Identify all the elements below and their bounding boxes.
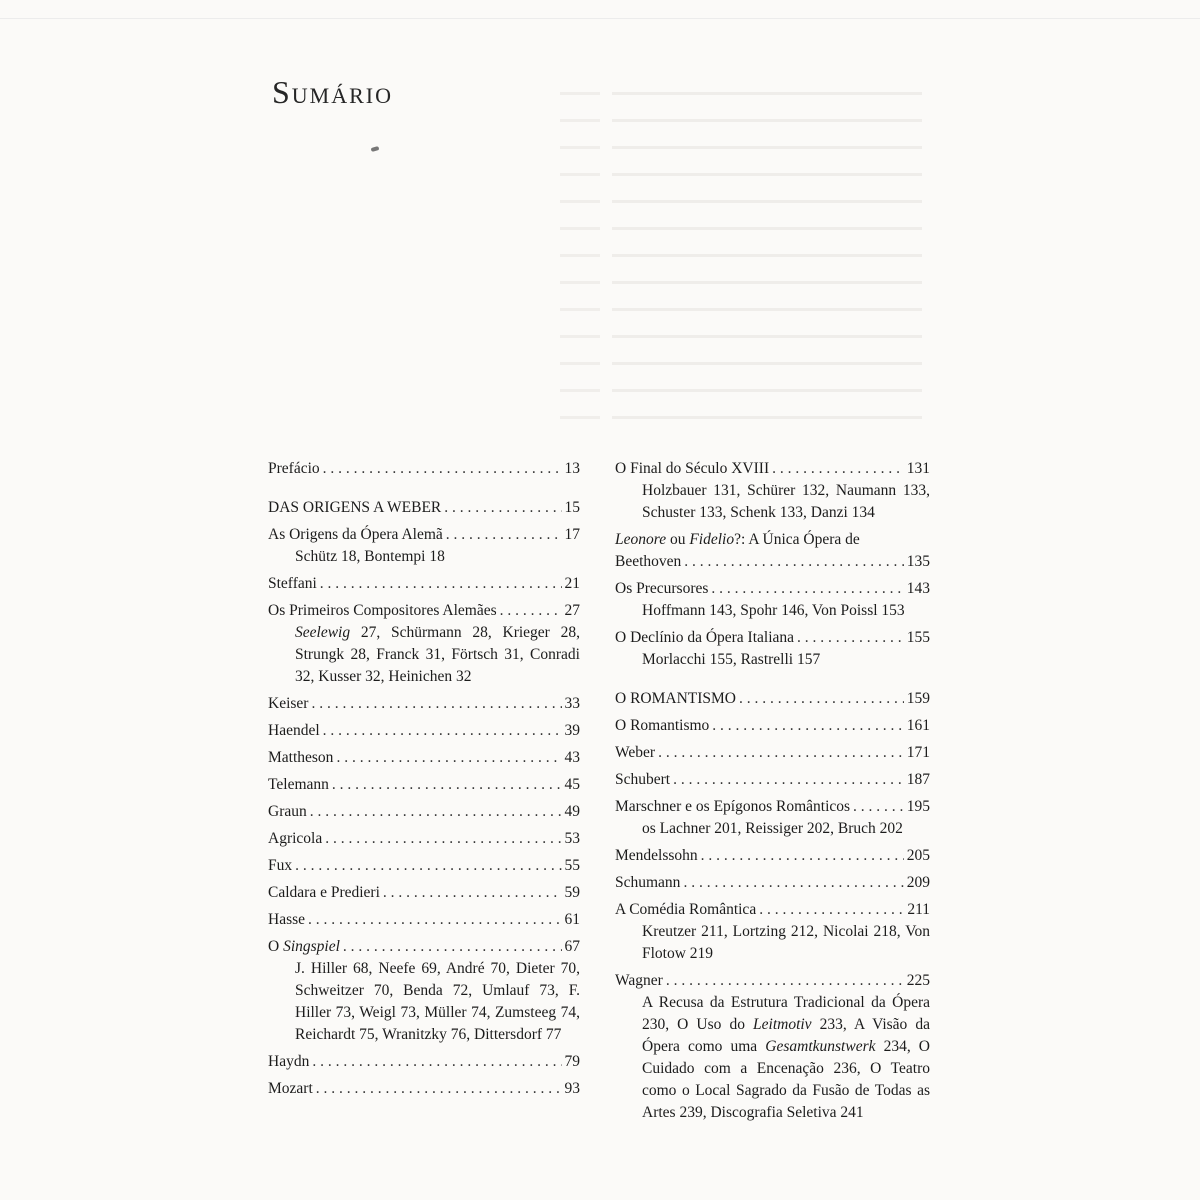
- toc-entry: [268, 600, 580, 688]
- toc-entry-line: [268, 855, 580, 877]
- dot-leader: [332, 774, 562, 796]
- toc-right-column: [615, 458, 930, 1129]
- toc-page-number: 135: [906, 553, 930, 570]
- toc-entry-line: [268, 458, 580, 480]
- toc-entry: [268, 693, 580, 715]
- toc-entry: [268, 882, 580, 904]
- toc-subentries: Morlacchi 155, Rastrelli 157: [642, 651, 821, 668]
- toc-page-number: 39: [564, 722, 580, 739]
- toc-entry-line: [268, 573, 580, 595]
- toc-page-number: 61: [564, 911, 580, 928]
- toc-entry-title: Graun: [268, 803, 307, 820]
- toc-entry: [615, 529, 930, 573]
- toc-entry-line: [615, 970, 930, 992]
- toc-entry-title: Haydn: [268, 1053, 310, 1070]
- toc-page-number: 225: [906, 972, 930, 989]
- toc-subentries: os Lachner 201, Reissiger 202, Bruch 202: [642, 820, 903, 837]
- dot-leader: [759, 899, 904, 921]
- toc-entry: [268, 909, 580, 931]
- toc-entry-line: [615, 458, 930, 480]
- toc-entry: [615, 688, 930, 710]
- toc-entry-line: [268, 693, 580, 715]
- dot-leader: [312, 1051, 561, 1073]
- toc-entry-line: [268, 720, 580, 742]
- toc-entry: [615, 627, 930, 671]
- toc-entry: [615, 796, 930, 840]
- toc-entry-title: O Declínio da Ópera Italiana: [615, 629, 795, 646]
- toc-page-number: 187: [906, 771, 930, 788]
- dot-leader: [739, 688, 904, 710]
- page-title: Sumário: [272, 74, 394, 110]
- toc-entry-title: Prefácio: [268, 460, 320, 477]
- toc-page-number: 27: [564, 602, 580, 619]
- toc-entry: [615, 845, 930, 867]
- toc-entry: [268, 1078, 580, 1100]
- section-gap: [268, 485, 580, 497]
- toc-entry: [615, 769, 930, 791]
- toc-entry-title: As Origens da Ópera Alemã: [268, 526, 443, 543]
- toc-entry-line: [615, 742, 930, 764]
- toc-entry-title: Mendelssohn: [615, 847, 698, 864]
- dot-leader: [797, 627, 904, 649]
- toc-entry-line: [268, 497, 580, 519]
- toc-left-column: [268, 458, 580, 1105]
- toc-entry-title: Keiser: [268, 695, 309, 712]
- toc-entry-line: [615, 688, 930, 710]
- dot-leader: [772, 458, 904, 480]
- toc-entry-title: O Singspiel: [268, 938, 340, 955]
- toc-entry-line: [268, 936, 580, 958]
- dot-leader: [701, 845, 904, 867]
- dot-leader: [444, 497, 561, 519]
- toc-page-number: 161: [906, 717, 930, 734]
- dot-leader: [310, 801, 562, 823]
- toc-entry-title: Beethoven: [615, 553, 682, 570]
- toc-entry-line: [268, 909, 580, 931]
- dot-leader: [343, 936, 562, 958]
- toc-entry-title: Schumann: [615, 874, 681, 891]
- toc-entry: [268, 747, 580, 769]
- toc-entry-line: [615, 899, 930, 921]
- toc-entry-title: Mozart: [268, 1080, 313, 1097]
- toc-page-number: 55: [564, 857, 580, 874]
- toc-entry: [268, 1051, 580, 1073]
- dot-leader: [320, 573, 562, 595]
- toc-entry: [615, 578, 930, 622]
- toc-entry: [268, 458, 580, 480]
- toc-page-number: 15: [564, 499, 580, 516]
- toc-subentries: Holzbauer 131, Schürer 132, Naumann 133, Schuster 133, Schenk 133, Danzi 134: [642, 482, 930, 521]
- dot-leader: [673, 769, 904, 791]
- toc-entry-title: Fux: [268, 857, 293, 874]
- toc-page-number: 195: [906, 798, 930, 815]
- dot-leader: [684, 551, 903, 573]
- toc-entry-title: Steffani: [268, 575, 317, 592]
- toc-entry-line: [615, 872, 930, 894]
- toc-page-number: 171: [906, 744, 930, 761]
- dot-leader: [853, 796, 904, 818]
- toc-entry: [268, 720, 580, 742]
- dot-leader: [446, 524, 562, 546]
- toc-page-number: 33: [564, 695, 580, 712]
- dot-leader: [683, 872, 903, 894]
- toc-entry-title: Marschner e os Epígonos Românticos: [615, 798, 851, 815]
- toc-entry: [615, 458, 930, 524]
- toc-entry-line: [615, 578, 930, 600]
- toc-subentries: Hoffmann 143, Spohr 146, Von Poissl 153: [642, 602, 905, 619]
- dot-leader: [712, 715, 903, 737]
- toc-page-number: 159: [906, 690, 930, 707]
- toc-page-number: 143: [906, 580, 930, 597]
- toc-entry-line: [615, 796, 930, 818]
- toc-page-number: 49: [564, 803, 580, 820]
- toc-page-number: 13: [564, 460, 580, 477]
- toc-entry-line: [615, 845, 930, 867]
- toc-entry: [268, 573, 580, 595]
- dot-leader: [666, 970, 904, 992]
- toc-entry-title: A Comédia Romântica: [615, 901, 757, 918]
- toc-entry-line: [615, 715, 930, 737]
- toc-entry: [268, 855, 580, 877]
- toc-page-number: 43: [564, 749, 580, 766]
- toc-entry: [268, 774, 580, 796]
- toc-entry-title: Os Precursores: [615, 580, 709, 597]
- toc-entry-title: Haendel: [268, 722, 320, 739]
- toc-entry-title: Hasse: [268, 911, 306, 928]
- toc-entry: [268, 497, 580, 519]
- dot-leader: [383, 882, 562, 904]
- dot-leader: [311, 693, 561, 715]
- toc-entry: [268, 524, 580, 568]
- toc-entry: [268, 828, 580, 850]
- toc-entry-line: [268, 1051, 580, 1073]
- toc-entry-line: [268, 600, 580, 622]
- toc-entry: [615, 899, 930, 965]
- toc-entry-title: Weber: [615, 744, 656, 761]
- toc-entry-title: Os Primeiros Compositores Alemães: [268, 602, 497, 619]
- dot-leader: [323, 720, 562, 742]
- toc-entry-line: [268, 774, 580, 796]
- dot-leader: [336, 747, 561, 769]
- toc-entry-title-line1: Leonore ou Fidelio?: A Única Ópera de: [615, 531, 860, 548]
- toc-page-number: 131: [906, 460, 930, 477]
- toc-entry-title: Wagner: [615, 972, 663, 989]
- toc-page-number: 17: [564, 526, 580, 543]
- toc-entry: [615, 742, 930, 764]
- toc-entry-title: Agricola: [268, 830, 323, 847]
- toc-entry-title: Mattheson: [268, 749, 334, 766]
- toc-entry: [615, 872, 930, 894]
- toc-entry: [615, 970, 930, 1124]
- toc-page-number: 59: [564, 884, 580, 901]
- section-gap: [615, 676, 930, 688]
- toc-entry-title: Telemann: [268, 776, 329, 793]
- toc-subentries: J. Hiller 68, Neefe 69, André 70, Dieter 70, Schweitzer 70, Benda 72, Umlauf 73, F. Hiller 73, Weigl 73, Müller 74, Zumsteeg 74, Reichardt 75, Wranitzky 76, Dittersdorf 77: [295, 960, 580, 1043]
- toc-entry-title: Schubert: [615, 771, 671, 788]
- dot-leader: [500, 600, 562, 622]
- toc-page-number: 67: [564, 938, 580, 955]
- toc-entry-line: [615, 551, 930, 573]
- toc-entry-title: O Romantismo: [615, 717, 710, 734]
- toc-entry-title: O ROMANTISMO: [615, 690, 736, 707]
- dot-leader: [658, 742, 904, 764]
- dot-leader: [308, 909, 561, 931]
- toc-page-number: 205: [906, 847, 930, 864]
- toc-subentries: A Recusa da Estrutura Tradicional da Ópera 230, O Uso do Leitmotiv 233, A Visão da Ópera como uma Gesamtkunstwerk 234, O Cuidado com a Encenação 236, O Teatro como o Local Sagrado da Fusão de Todas as Artes 239, Discografia Seletiva 241: [642, 994, 930, 1121]
- toc-page-number: 79: [564, 1053, 580, 1070]
- toc-page-number: 209: [906, 874, 930, 891]
- page-edge-line: [0, 18, 1200, 19]
- toc-subentries: Schütz 18, Bontempi 18: [295, 548, 445, 565]
- toc-entry: [268, 936, 580, 1046]
- dot-leader: [316, 1078, 562, 1100]
- toc-entry-line: [268, 828, 580, 850]
- dot-leader: [295, 855, 561, 877]
- dot-leader: [323, 458, 562, 480]
- toc-entry-line: [268, 747, 580, 769]
- toc-page-number: 21: [564, 575, 580, 592]
- toc-entry-line: [615, 627, 930, 649]
- dot-leader: [325, 828, 561, 850]
- toc-page-number: 211: [907, 901, 930, 918]
- toc-entry-line: [268, 801, 580, 823]
- toc-entry-title: O Final do Século XVIII: [615, 460, 770, 477]
- toc-page-number: 93: [564, 1080, 580, 1097]
- bleed-through-shadow-2: [560, 78, 600, 438]
- toc-entry-title: DAS ORIGENS A WEBER: [268, 499, 442, 516]
- toc-entry-line: [268, 524, 580, 546]
- dot-leader: [711, 578, 903, 600]
- bleed-through-shadow: [612, 78, 922, 438]
- toc-entry: [615, 715, 930, 737]
- toc-entry-line: [615, 769, 930, 791]
- toc-subentries: Kreutzer 211, Lortzing 212, Nicolai 218, Von Flotow 219: [642, 923, 930, 962]
- toc-entry-line: [268, 882, 580, 904]
- toc-entry-title: Caldara e Predieri: [268, 884, 380, 901]
- toc-entry: [268, 801, 580, 823]
- toc-entry-line: [268, 1078, 580, 1100]
- toc-page-number: 155: [906, 629, 930, 646]
- toc-page-number: 45: [564, 776, 580, 793]
- ink-speck: [371, 146, 380, 152]
- toc-subentries: Seelewig 27, Schürmann 28, Krieger 28, Strungk 28, Franck 31, Förtsch 31, Conradi 32, Kusser 32, Heinichen 32: [295, 624, 580, 685]
- toc-page-number: 53: [564, 830, 580, 847]
